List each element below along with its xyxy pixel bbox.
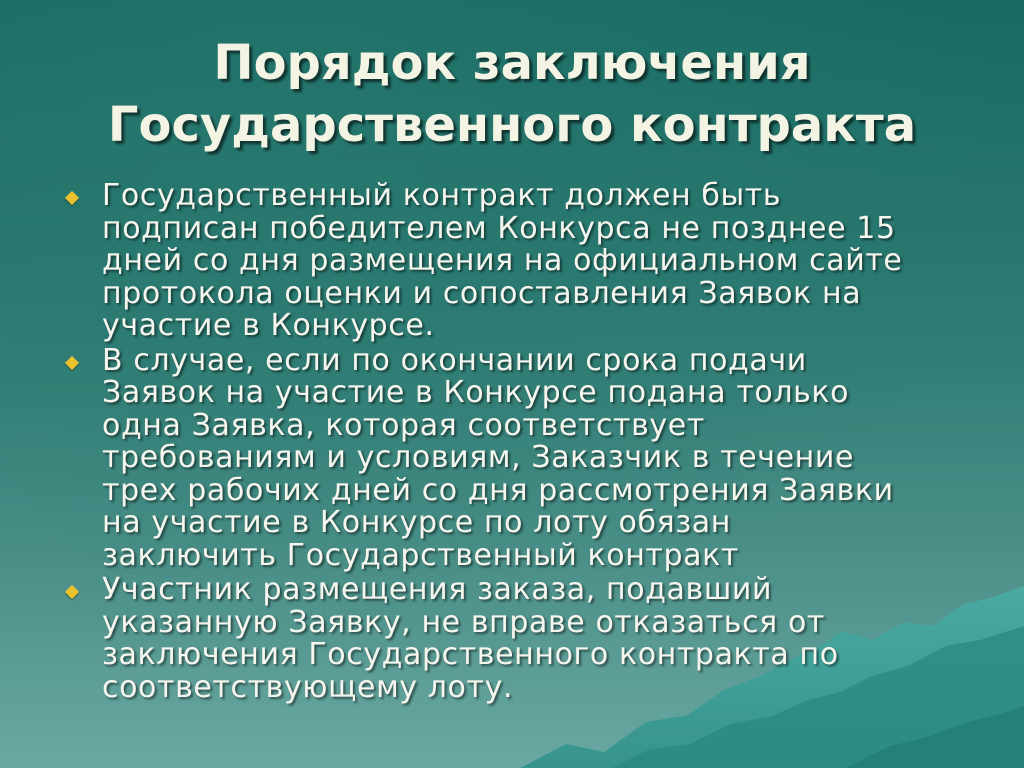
bullet-item — [60, 180, 980, 343]
diamond-bullet-icon — [65, 191, 79, 205]
bullet-line: на участие в Конкурсе по лоту обязан — [102, 505, 731, 540]
bullet-line: Участник размещения заказа, подавший — [102, 572, 773, 607]
bullet-line: заключения Государственного контракта по — [102, 637, 839, 672]
bullet-line: соответствующему лоту. — [102, 669, 514, 705]
bullet-line: Заявок на участие в Конкурсе подана только — [102, 375, 850, 410]
diamond-bullet-icon — [65, 355, 79, 369]
bullet-line: заключить Государственный контракт — [102, 537, 739, 573]
bullet-line: протокола оценки и сопоставления Заявок на — [102, 275, 862, 311]
bullet-text — [102, 180, 980, 343]
bullet-line: трех рабочих дней со дня рассмотрения Заявки — [102, 472, 894, 508]
title-line: Порядок заключения — [213, 35, 811, 91]
title-line: Государственного контракта — [107, 97, 917, 153]
bullet-line: Государственный контракт должен быть — [102, 178, 782, 213]
diamond-bullet-icon — [65, 585, 79, 599]
bullet-list — [60, 180, 980, 706]
bullet-line: В случае, если по окончании срока подачи — [102, 342, 807, 378]
slide-title — [40, 32, 984, 156]
bullet-line: участие в Конкурсе. — [102, 308, 435, 343]
bullet-text — [102, 342, 980, 573]
bullet-line: требованиям и условиям, Заказчик в течение — [102, 440, 855, 475]
bullet-item — [60, 574, 980, 704]
bullet-line: одна Заявка, которая соответствует — [102, 407, 705, 443]
bullet-text — [102, 574, 980, 704]
bullet-item — [60, 342, 980, 573]
bullet-line: указанную Заявку, не вправе отказаться от — [102, 604, 825, 640]
bullet-line: подписан победителем Конкурса не позднее 15 — [102, 210, 896, 246]
bullet-line: дней со дня размещения на официальном сайте — [102, 243, 903, 278]
